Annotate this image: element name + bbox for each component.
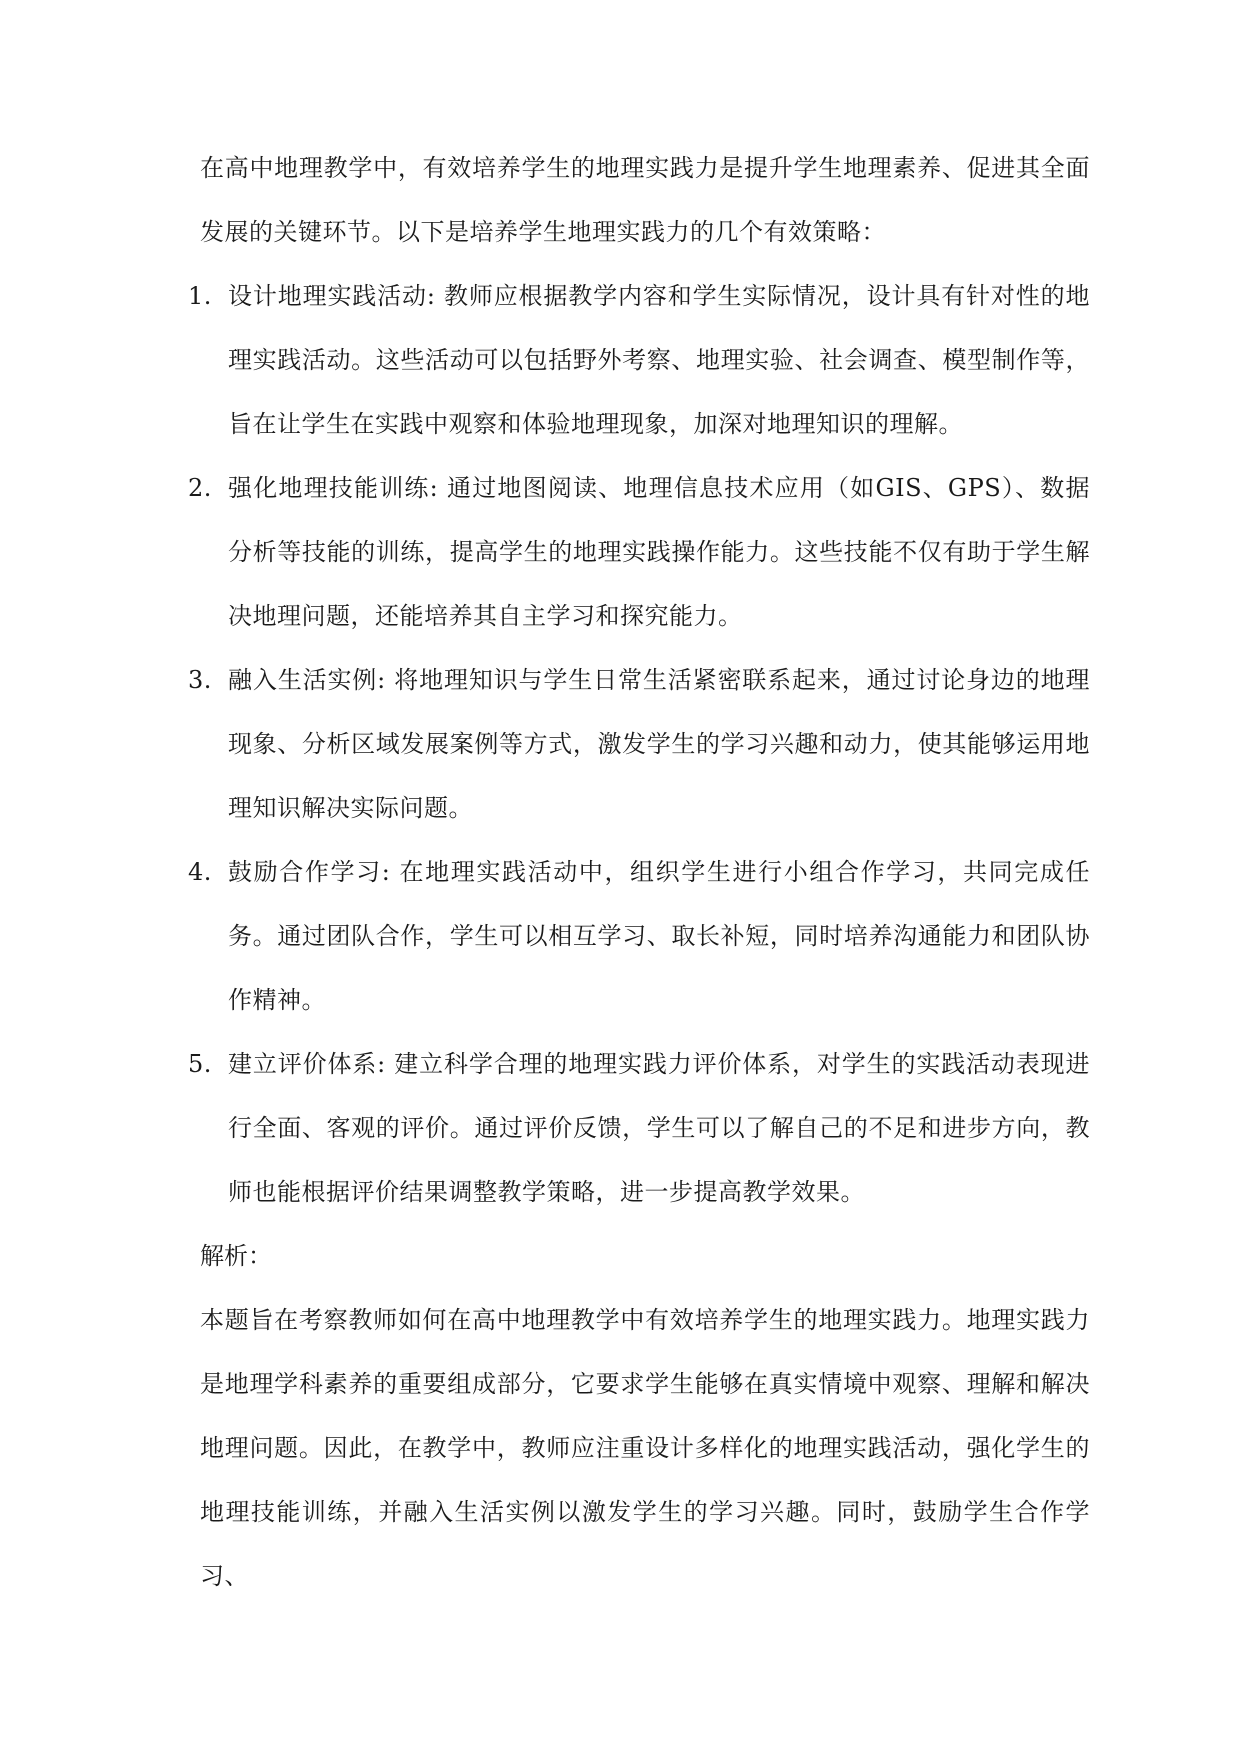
list-item-text: 教师应根据教学内容和学生实际情况，设计具有针对性的地理实践活动。这些活动可以包括野外考察、地理实验、社会调查、模型制作等，旨在让学生在实践中观察和体验地理现象，加深对地理知识的理解。 <box>228 282 1090 438</box>
analysis-label: 解析： <box>200 1242 272 1270</box>
list-item-number: 5. <box>188 1050 212 1078</box>
list-item-title: 鼓励合作学习 <box>228 858 382 886</box>
list-item-text: 在地理实践活动中，组织学生进行小组合作学习，共同完成任务。通过团队合作，学生可以相互学习、取长补短，同时培养沟通能力和团队协作精神。 <box>228 858 1091 1014</box>
list-item-title: 建立评价体系 <box>228 1050 378 1078</box>
list-item-title: 设计地理实践活动 <box>228 282 427 310</box>
list-item-text: 通过地图阅读、地理信息技术应用（如GIS、GPS）、数据分析等技能的训练，提高学生的地理实践操作能力。这些技能不仅有助于学生解决地理问题，还能培养其自主学习和探究能力。 <box>228 474 1091 630</box>
list-item: 2. 强化地理技能训练: 通过地图阅读、地理信息技术应用（如GIS、GPS）、数据分析等技能的训练，提高学生的地理实践操作能力。这些技能不仅有助于学生解决地理问题，还能培养其自主学习和探究能力。 <box>200 456 1090 648</box>
intro-paragraph: 在高中地理教学中，有效培养学生的地理实践力是提升学生地理素养、促进其全面发展的关键环节。以下是培养学生地理实践力的几个有效策略： <box>200 154 1090 246</box>
document-content <box>188 136 1091 1608</box>
list-item-title: 融入生活实例 <box>228 666 378 694</box>
list-item-title: 强化地理技能训练 <box>228 474 430 502</box>
list-item-number: 4. <box>188 858 212 886</box>
strategy-list <box>188 264 1091 1224</box>
list-item: 4. 鼓励合作学习: 在地理实践活动中，组织学生进行小组合作学习，共同完成任务。通过团队合作，学生可以相互学习、取长补短，同时培养沟通能力和团队协作精神。 <box>200 840 1090 1032</box>
analysis-paragraph: 本题旨在考察教师如何在高中地理教学中有效培养学生的地理实践力。地理实践力是地理学科素养的重要组成部分，它要求学生能够在真实情境中观察、理解和解决地理问题。因此，在教学中，教师应注重设计多样化的地理实践活动，强化学生的地理技能训练，并融入生活实例以激发学生的学习兴趣。同时，鼓励学生合作学习、 <box>200 1306 1090 1590</box>
list-item: 5. 建立评价体系: 建立科学合理的地理实践力评价体系，对学生的实践活动表现进行全面、客观的评价。通过评价反馈，学生可以了解自己的不足和进步方向，教师也能根据评价结果调整教学策略，进一步提高教学效果。 <box>200 1032 1090 1224</box>
list-item-number: 3. <box>188 666 212 694</box>
list-item-text: 将地理知识与学生日常生活紧密联系起来，通过讨论身边的地理现象、分析区域发展案例等方式，激发学生的学习兴趣和动力，使其能够运用地理知识解决实际问题。 <box>228 666 1091 822</box>
list-item: 1. 设计地理实践活动: 教师应根据教学内容和学生实际情况，设计具有针对性的地理实践活动。这些活动可以包括野外考察、地理实验、社会调查、模型制作等，旨在让学生在实践中观察和体验地理现象，加深对地理知识的理解。 <box>200 264 1090 456</box>
list-item-number: 1. <box>188 282 212 310</box>
list-item-text: 建立科学合理的地理实践力评价体系，对学生的实践活动表现进行全面、客观的评价。通过评价反馈，学生可以了解自己的不足和进步方向，教师也能根据评价结果调整教学策略，进一步提高教学效果。 <box>228 1050 1091 1206</box>
list-item-number: 2. <box>188 474 212 502</box>
list-item: 3. 融入生活实例: 将地理知识与学生日常生活紧密联系起来，通过讨论身边的地理现象、分析区域发展案例等方式，激发学生的学习兴趣和动力，使其能够运用地理知识解决实际问题。 <box>200 648 1090 840</box>
